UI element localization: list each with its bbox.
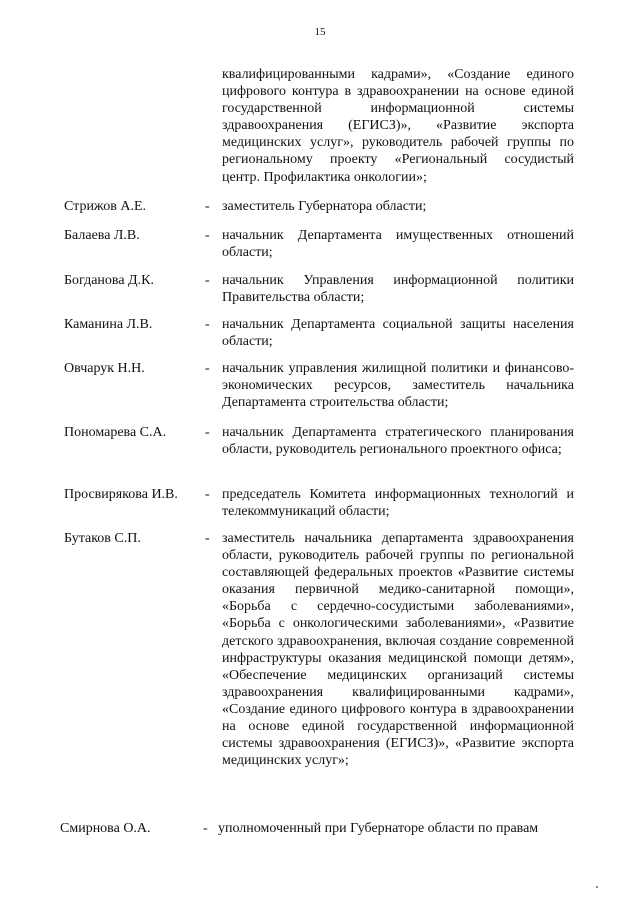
page-number: 15 xyxy=(314,26,326,38)
member-name: Просвирякова И.В. xyxy=(64,487,178,502)
scan-speck xyxy=(596,886,598,888)
member-name: Стрижов А.Е. xyxy=(64,199,147,214)
member-dash: - xyxy=(203,821,208,836)
member-name: Бутаков С.П. xyxy=(64,531,141,546)
member-role: заместитель Губернатора области; xyxy=(222,199,427,214)
member-name: Каманина Л.В. xyxy=(64,317,153,332)
member-dash: - xyxy=(205,199,210,214)
member-dash: - xyxy=(205,531,210,546)
member-role: начальник Департамента имущественных отношений области; xyxy=(222,228,574,261)
member-role: начальник Департамента стратегического планирования области, руководитель регионального проектного офиса; xyxy=(222,425,574,458)
member-dash: - xyxy=(205,228,210,243)
member-name: Смирнова О.А. xyxy=(60,821,151,836)
member-dash: - xyxy=(205,361,210,376)
member-dash: - xyxy=(205,317,210,332)
member-name: Овчарук Н.Н. xyxy=(64,361,145,376)
continued-role-text: квалифицированными кадрами», «Создание единого цифрового контура в здравоохранении на основе единой государственной информационной системы здравоохранения (ЕГИСЗ)», «Развитие экспорта медицинских услуг», руководитель рабочей группы по региональному проекту «Региональный сосудистый центр. Профилактика онкологии»; xyxy=(222,67,574,185)
member-dash: - xyxy=(205,487,210,502)
member-role: председатель Комитета информационных технологий и телекоммуникаций области; xyxy=(222,487,574,520)
member-role: заместитель начальника департамента здравоохранения области, руководитель рабочей группы по региональной составляющей федеральных проектов «Развитие системы оказания первичной медико-санитарной помощи», «Борьба с сердечно-сосудистыми заболеваниями», «Борьба с онкологическими заболеваниями», «Развитие детского здравоохранения, включая создание современной инфраструктуры оказания медицинской помощи детям», «Обеспечение медицинских организаций системы здравоохранения квалифицированными кадрами», «Создание единого цифрового контура в здравоохранении на основе единой государственной информационной системы здравоохранения (ЕГИСЗ)», «Развитие экспорта медицинских услуг»; xyxy=(222,531,574,769)
member-dash: - xyxy=(205,273,210,288)
member-role: начальник управления жилищной политики и финансово-экономических ресурсов, заместитель начальника Департамента строительства области; xyxy=(222,361,574,411)
member-name: Богданова Д.К. xyxy=(64,273,154,288)
member-dash: - xyxy=(205,425,210,440)
member-role: начальник Департамента социальной защиты населения области; xyxy=(222,317,574,350)
member-name: Пономарева С.А. xyxy=(64,425,167,440)
member-role: начальник Управления информационной политики Правительства области; xyxy=(222,273,574,306)
member-role: уполномоченный при Губернаторе области по правам xyxy=(218,821,539,836)
member-name: Балаева Л.В. xyxy=(64,228,140,243)
